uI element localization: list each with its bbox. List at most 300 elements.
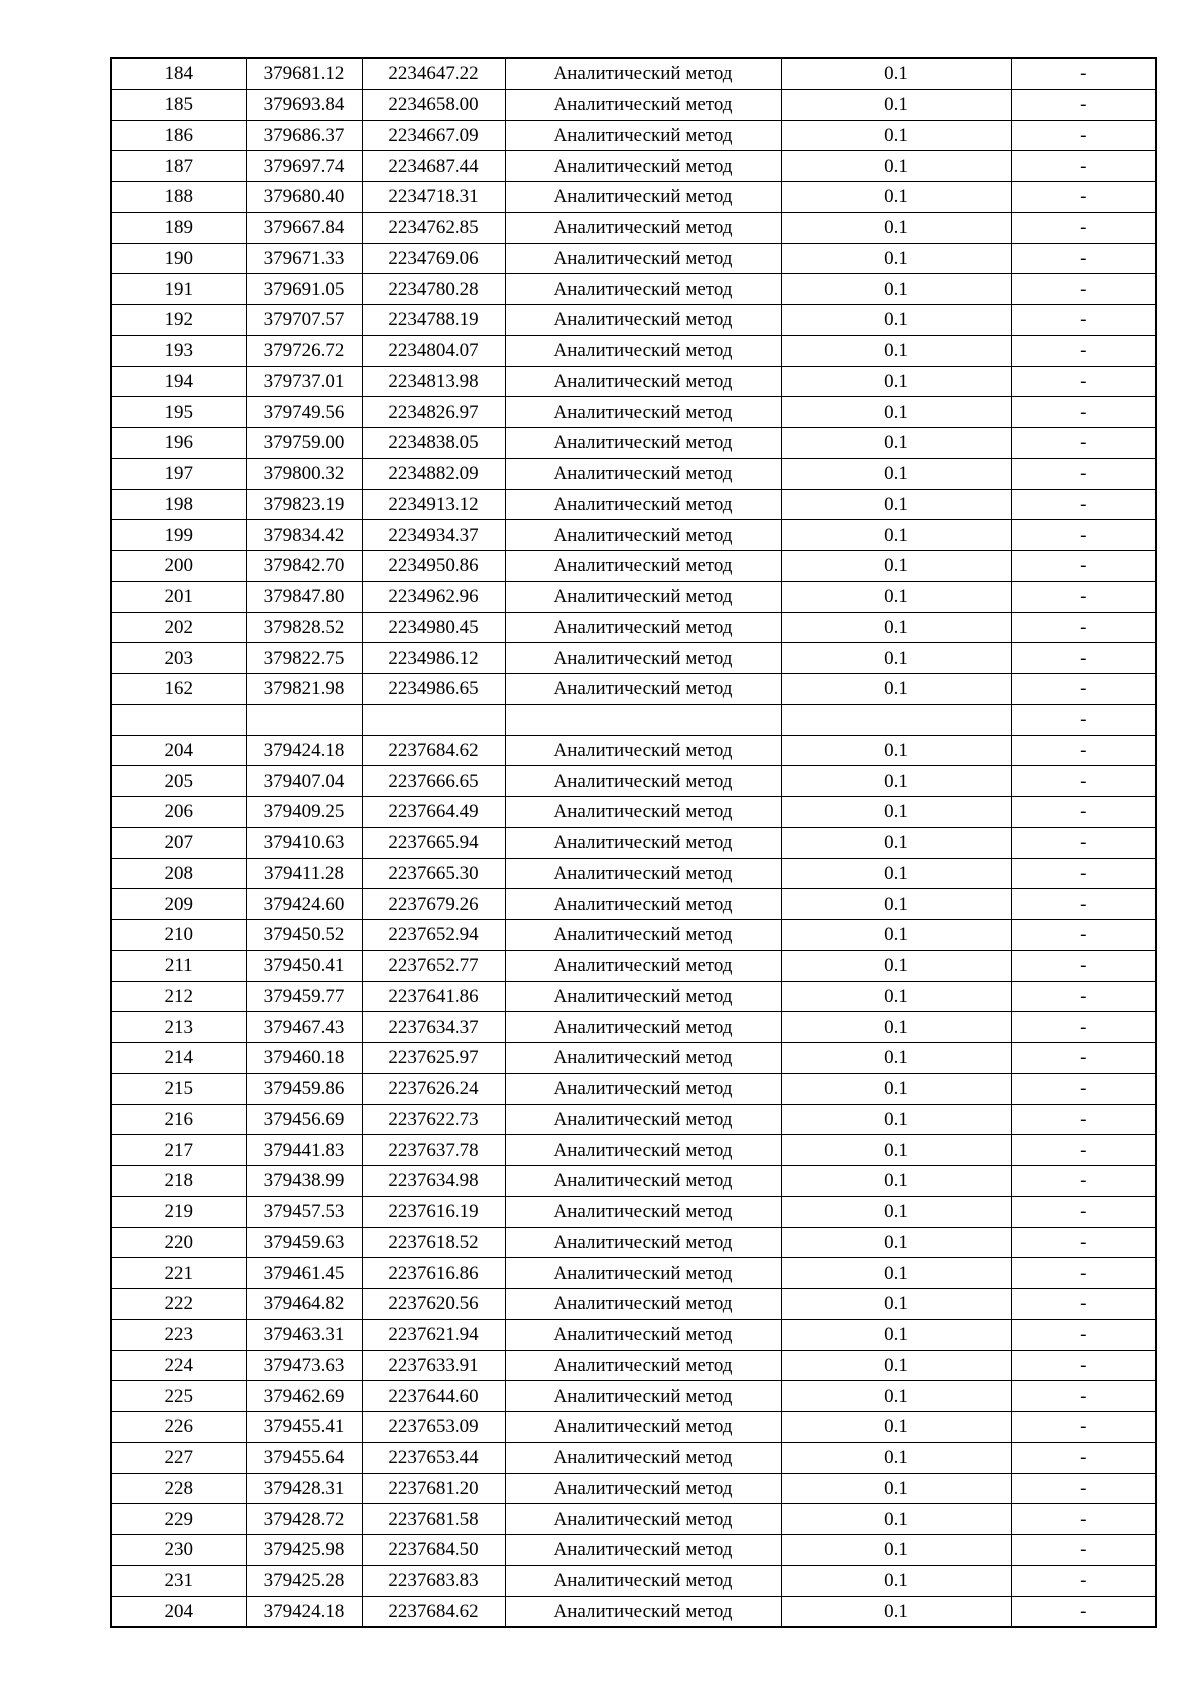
x-coordinate-cell: 379671.33 (246, 243, 362, 274)
table-row (111, 797, 1156, 828)
note-cell: - (1011, 1289, 1156, 1320)
x-coordinate-cell: 379463.31 (246, 1319, 362, 1350)
accuracy-cell: 0.1 (781, 520, 1011, 551)
x-coordinate-cell: 379821.98 (246, 674, 362, 705)
y-coordinate-cell: 2234986.12 (362, 643, 505, 674)
x-coordinate-cell: 379459.77 (246, 981, 362, 1012)
point-number-cell: 206 (111, 797, 246, 828)
method-cell: Аналитический метод (505, 950, 781, 981)
method-cell: Аналитический метод (505, 1104, 781, 1135)
table-row (111, 489, 1156, 520)
y-coordinate-cell: 2237679.26 (362, 889, 505, 920)
table-row (111, 212, 1156, 243)
accuracy-cell: 0.1 (781, 551, 1011, 582)
point-number-cell: 198 (111, 489, 246, 520)
y-coordinate-cell: 2237665.30 (362, 858, 505, 889)
table-row (111, 1135, 1156, 1166)
y-coordinate-cell: 2237664.49 (362, 797, 505, 828)
method-cell: Аналитический метод (505, 1196, 781, 1227)
x-coordinate-cell: 379823.19 (246, 489, 362, 520)
note-cell: - (1011, 335, 1156, 366)
method-cell: Аналитический метод (505, 1442, 781, 1473)
method-cell: Аналитический метод (505, 212, 781, 243)
y-coordinate-cell: 2234962.96 (362, 581, 505, 612)
point-number-cell: 203 (111, 643, 246, 674)
accuracy-cell: 0.1 (781, 766, 1011, 797)
y-coordinate-cell: 2237665.94 (362, 827, 505, 858)
y-coordinate-cell: 2237633.91 (362, 1350, 505, 1381)
point-number-cell: 202 (111, 612, 246, 643)
point-number-cell: 193 (111, 335, 246, 366)
method-cell: Аналитический метод (505, 120, 781, 151)
note-cell: - (1011, 1319, 1156, 1350)
table-row (111, 1012, 1156, 1043)
table-row (111, 1473, 1156, 1504)
accuracy-cell: 0.1 (781, 643, 1011, 674)
method-cell: Аналитический метод (505, 274, 781, 305)
x-coordinate-cell: 379842.70 (246, 551, 362, 582)
accuracy-cell: 0.1 (781, 1166, 1011, 1197)
method-cell: Аналитический метод (505, 243, 781, 274)
accuracy-cell: 0.1 (781, 89, 1011, 120)
x-coordinate-cell: 379462.69 (246, 1381, 362, 1412)
point-number-cell: 204 (111, 1596, 246, 1627)
note-cell: - (1011, 305, 1156, 336)
y-coordinate-cell: 2237634.37 (362, 1012, 505, 1043)
y-coordinate-cell (362, 704, 505, 735)
point-number-cell: 225 (111, 1381, 246, 1412)
method-cell: Аналитический метод (505, 1473, 781, 1504)
accuracy-cell: 0.1 (781, 797, 1011, 828)
y-coordinate-cell: 2237622.73 (362, 1104, 505, 1135)
accuracy-cell: 0.1 (781, 335, 1011, 366)
method-cell: Аналитический метод (505, 643, 781, 674)
table-row (111, 1565, 1156, 1596)
note-cell: - (1011, 458, 1156, 489)
method-cell: Аналитический метод (505, 1227, 781, 1258)
point-number-cell: 216 (111, 1104, 246, 1135)
point-number-cell: 228 (111, 1473, 246, 1504)
method-cell: Аналитический метод (505, 182, 781, 213)
accuracy-cell: 0.1 (781, 243, 1011, 274)
y-coordinate-cell: 2237641.86 (362, 981, 505, 1012)
table-row (111, 735, 1156, 766)
x-coordinate-cell: 379457.53 (246, 1196, 362, 1227)
accuracy-cell: 0.1 (781, 1504, 1011, 1535)
note-cell: - (1011, 735, 1156, 766)
table-row (111, 89, 1156, 120)
note-cell: - (1011, 89, 1156, 120)
note-cell: - (1011, 151, 1156, 182)
table-row (111, 674, 1156, 705)
x-coordinate-cell: 379822.75 (246, 643, 362, 674)
x-coordinate-cell (246, 704, 362, 735)
table-row (111, 981, 1156, 1012)
x-coordinate-cell: 379441.83 (246, 1135, 362, 1166)
note-cell: - (1011, 1504, 1156, 1535)
accuracy-cell: 0.1 (781, 58, 1011, 89)
table-row (111, 858, 1156, 889)
x-coordinate-cell: 379428.31 (246, 1473, 362, 1504)
point-number-cell: 218 (111, 1166, 246, 1197)
x-coordinate-cell: 379759.00 (246, 428, 362, 459)
note-cell: - (1011, 704, 1156, 735)
accuracy-cell: 0.1 (781, 428, 1011, 459)
accuracy-cell: 0.1 (781, 827, 1011, 858)
point-number-cell: 231 (111, 1565, 246, 1596)
table-row (111, 1442, 1156, 1473)
note-cell: - (1011, 858, 1156, 889)
table-row (111, 704, 1156, 735)
table-row (111, 920, 1156, 951)
y-coordinate-cell: 2237644.60 (362, 1381, 505, 1412)
y-coordinate-cell: 2237621.94 (362, 1319, 505, 1350)
note-cell: - (1011, 1104, 1156, 1135)
point-number-cell: 188 (111, 182, 246, 213)
y-coordinate-cell: 2237618.52 (362, 1227, 505, 1258)
accuracy-cell: 0.1 (781, 1350, 1011, 1381)
x-coordinate-cell: 379428.72 (246, 1504, 362, 1535)
note-cell: - (1011, 674, 1156, 705)
note-cell: - (1011, 920, 1156, 951)
note-cell: - (1011, 1012, 1156, 1043)
table-row (111, 1289, 1156, 1320)
note-cell: - (1011, 950, 1156, 981)
point-number-cell: 191 (111, 274, 246, 305)
x-coordinate-cell: 379411.28 (246, 858, 362, 889)
method-cell: Аналитический метод (505, 889, 781, 920)
method-cell: Аналитический метод (505, 1535, 781, 1566)
x-coordinate-cell: 379473.63 (246, 1350, 362, 1381)
table-row (111, 120, 1156, 151)
note-cell: - (1011, 1196, 1156, 1227)
note-cell: - (1011, 274, 1156, 305)
accuracy-cell: 0.1 (781, 151, 1011, 182)
method-cell: Аналитический метод (505, 674, 781, 705)
y-coordinate-cell: 2237634.98 (362, 1166, 505, 1197)
method-cell: Аналитический метод (505, 489, 781, 520)
x-coordinate-cell: 379424.60 (246, 889, 362, 920)
method-cell: Аналитический метод (505, 305, 781, 336)
x-coordinate-cell: 379680.40 (246, 182, 362, 213)
accuracy-cell: 0.1 (781, 735, 1011, 766)
point-number-cell: 195 (111, 397, 246, 428)
point-number-cell: 224 (111, 1350, 246, 1381)
method-cell: Аналитический метод (505, 1012, 781, 1043)
table-row (111, 335, 1156, 366)
y-coordinate-cell: 2234647.22 (362, 58, 505, 89)
method-cell: Аналитический метод (505, 366, 781, 397)
table-row (111, 581, 1156, 612)
accuracy-cell: 0.1 (781, 1596, 1011, 1627)
y-coordinate-cell: 2237616.19 (362, 1196, 505, 1227)
method-cell: Аналитический метод (505, 797, 781, 828)
note-cell: - (1011, 889, 1156, 920)
y-coordinate-cell: 2234780.28 (362, 274, 505, 305)
table-row (111, 1166, 1156, 1197)
table-row (111, 1319, 1156, 1350)
accuracy-cell: 0.1 (781, 858, 1011, 889)
method-cell: Аналитический метод (505, 581, 781, 612)
x-coordinate-cell: 379686.37 (246, 120, 362, 151)
note-cell: - (1011, 1565, 1156, 1596)
accuracy-cell: 0.1 (781, 1104, 1011, 1135)
point-number-cell: 217 (111, 1135, 246, 1166)
x-coordinate-cell: 379707.57 (246, 305, 362, 336)
note-cell: - (1011, 520, 1156, 551)
x-coordinate-cell: 379691.05 (246, 274, 362, 305)
table-row (111, 182, 1156, 213)
point-number-cell: 226 (111, 1412, 246, 1443)
y-coordinate-cell: 2237620.56 (362, 1289, 505, 1320)
table-row (111, 1043, 1156, 1074)
table-row (111, 243, 1156, 274)
x-coordinate-cell: 379697.74 (246, 151, 362, 182)
point-number-cell: 201 (111, 581, 246, 612)
point-number-cell: 196 (111, 428, 246, 459)
accuracy-cell (781, 704, 1011, 735)
note-cell: - (1011, 612, 1156, 643)
x-coordinate-cell: 379800.32 (246, 458, 362, 489)
point-number-cell: 223 (111, 1319, 246, 1350)
accuracy-cell: 0.1 (781, 581, 1011, 612)
method-cell: Аналитический метод (505, 612, 781, 643)
accuracy-cell: 0.1 (781, 1012, 1011, 1043)
table-row (111, 58, 1156, 89)
table-row (111, 551, 1156, 582)
y-coordinate-cell: 2234882.09 (362, 458, 505, 489)
table-row (111, 1104, 1156, 1135)
note-cell: - (1011, 1043, 1156, 1074)
note-cell: - (1011, 643, 1156, 674)
x-coordinate-cell: 379667.84 (246, 212, 362, 243)
x-coordinate-cell: 379424.18 (246, 735, 362, 766)
table-row (111, 1535, 1156, 1566)
y-coordinate-cell: 2234913.12 (362, 489, 505, 520)
method-cell: Аналитический метод (505, 1412, 781, 1443)
note-cell: - (1011, 212, 1156, 243)
y-coordinate-cell: 2237626.24 (362, 1073, 505, 1104)
point-number-cell: 190 (111, 243, 246, 274)
note-cell: - (1011, 1381, 1156, 1412)
accuracy-cell: 0.1 (781, 1135, 1011, 1166)
method-cell: Аналитический метод (505, 89, 781, 120)
table-row (111, 151, 1156, 182)
point-number-cell: 197 (111, 458, 246, 489)
method-cell: Аналитический метод (505, 735, 781, 766)
note-cell: - (1011, 1073, 1156, 1104)
table-row (111, 950, 1156, 981)
accuracy-cell: 0.1 (781, 1412, 1011, 1443)
point-number-cell: 229 (111, 1504, 246, 1535)
table-row (111, 1504, 1156, 1535)
method-cell: Аналитический метод (505, 858, 781, 889)
accuracy-cell: 0.1 (781, 1535, 1011, 1566)
table-row (111, 1412, 1156, 1443)
point-number-cell: 162 (111, 674, 246, 705)
y-coordinate-cell: 2237683.83 (362, 1565, 505, 1596)
y-coordinate-cell: 2234838.05 (362, 428, 505, 459)
note-cell: - (1011, 1442, 1156, 1473)
y-coordinate-cell: 2237653.09 (362, 1412, 505, 1443)
x-coordinate-cell: 379425.28 (246, 1565, 362, 1596)
point-number-cell (111, 704, 246, 735)
point-number-cell: 215 (111, 1073, 246, 1104)
point-number-cell: 212 (111, 981, 246, 1012)
y-coordinate-cell: 2234658.00 (362, 89, 505, 120)
method-cell: Аналитический метод (505, 981, 781, 1012)
point-number-cell: 208 (111, 858, 246, 889)
table-row (111, 274, 1156, 305)
accuracy-cell: 0.1 (781, 920, 1011, 951)
x-coordinate-cell: 379461.45 (246, 1258, 362, 1289)
table-row (111, 520, 1156, 551)
y-coordinate-cell: 2234980.45 (362, 612, 505, 643)
accuracy-cell: 0.1 (781, 1442, 1011, 1473)
method-cell: Аналитический метод (505, 827, 781, 858)
point-number-cell: 222 (111, 1289, 246, 1320)
note-cell: - (1011, 489, 1156, 520)
coordinates-table-body (111, 58, 1156, 1627)
method-cell: Аналитический метод (505, 397, 781, 428)
accuracy-cell: 0.1 (781, 274, 1011, 305)
accuracy-cell: 0.1 (781, 1258, 1011, 1289)
accuracy-cell: 0.1 (781, 612, 1011, 643)
method-cell: Аналитический метод (505, 1166, 781, 1197)
note-cell: - (1011, 1135, 1156, 1166)
table-row (111, 1196, 1156, 1227)
method-cell: Аналитический метод (505, 58, 781, 89)
x-coordinate-cell: 379455.41 (246, 1412, 362, 1443)
method-cell: Аналитический метод (505, 335, 781, 366)
point-number-cell: 207 (111, 827, 246, 858)
accuracy-cell: 0.1 (781, 674, 1011, 705)
table-row (111, 1073, 1156, 1104)
x-coordinate-cell: 379460.18 (246, 1043, 362, 1074)
note-cell: - (1011, 581, 1156, 612)
point-number-cell: 200 (111, 551, 246, 582)
point-number-cell: 221 (111, 1258, 246, 1289)
point-number-cell: 194 (111, 366, 246, 397)
note-cell: - (1011, 1166, 1156, 1197)
y-coordinate-cell: 2237653.44 (362, 1442, 505, 1473)
x-coordinate-cell: 379455.64 (246, 1442, 362, 1473)
note-cell: - (1011, 182, 1156, 213)
point-number-cell: 199 (111, 520, 246, 551)
table-row (111, 1596, 1156, 1627)
x-coordinate-cell: 379681.12 (246, 58, 362, 89)
point-number-cell: 219 (111, 1196, 246, 1227)
method-cell: Аналитический метод (505, 1073, 781, 1104)
method-cell (505, 704, 781, 735)
accuracy-cell: 0.1 (781, 1227, 1011, 1258)
y-coordinate-cell: 2234804.07 (362, 335, 505, 366)
table-row (111, 766, 1156, 797)
accuracy-cell: 0.1 (781, 212, 1011, 243)
y-coordinate-cell: 2237684.62 (362, 1596, 505, 1627)
note-cell: - (1011, 428, 1156, 459)
accuracy-cell: 0.1 (781, 120, 1011, 151)
point-number-cell: 205 (111, 766, 246, 797)
accuracy-cell: 0.1 (781, 458, 1011, 489)
x-coordinate-cell: 379456.69 (246, 1104, 362, 1135)
y-coordinate-cell: 2234813.98 (362, 366, 505, 397)
y-coordinate-cell: 2234986.65 (362, 674, 505, 705)
x-coordinate-cell: 379410.63 (246, 827, 362, 858)
accuracy-cell: 0.1 (781, 950, 1011, 981)
point-number-cell: 187 (111, 151, 246, 182)
table-row (111, 612, 1156, 643)
x-coordinate-cell: 379467.43 (246, 1012, 362, 1043)
method-cell: Аналитический метод (505, 151, 781, 182)
point-number-cell: 211 (111, 950, 246, 981)
note-cell: - (1011, 1258, 1156, 1289)
y-coordinate-cell: 2237652.94 (362, 920, 505, 951)
point-number-cell: 192 (111, 305, 246, 336)
x-coordinate-cell: 379749.56 (246, 397, 362, 428)
point-number-cell: 189 (111, 212, 246, 243)
x-coordinate-cell: 379407.04 (246, 766, 362, 797)
method-cell: Аналитический метод (505, 1381, 781, 1412)
table-row (111, 889, 1156, 920)
y-coordinate-cell: 2237652.77 (362, 950, 505, 981)
method-cell: Аналитический метод (505, 1135, 781, 1166)
point-number-cell: 227 (111, 1442, 246, 1473)
note-cell: - (1011, 1350, 1156, 1381)
point-number-cell: 209 (111, 889, 246, 920)
x-coordinate-cell: 379438.99 (246, 1166, 362, 1197)
table-row (111, 1227, 1156, 1258)
note-cell: - (1011, 243, 1156, 274)
table-row (111, 827, 1156, 858)
x-coordinate-cell: 379424.18 (246, 1596, 362, 1627)
point-number-cell: 230 (111, 1535, 246, 1566)
note-cell: - (1011, 766, 1156, 797)
method-cell: Аналитический метод (505, 1596, 781, 1627)
x-coordinate-cell: 379834.42 (246, 520, 362, 551)
x-coordinate-cell: 379450.41 (246, 950, 362, 981)
x-coordinate-cell: 379425.98 (246, 1535, 362, 1566)
method-cell: Аналитический метод (505, 1043, 781, 1074)
y-coordinate-cell: 2234667.09 (362, 120, 505, 151)
x-coordinate-cell: 379459.86 (246, 1073, 362, 1104)
x-coordinate-cell: 379737.01 (246, 366, 362, 397)
y-coordinate-cell: 2234788.19 (362, 305, 505, 336)
point-number-cell: 214 (111, 1043, 246, 1074)
x-coordinate-cell: 379693.84 (246, 89, 362, 120)
note-cell: - (1011, 1535, 1156, 1566)
accuracy-cell: 0.1 (781, 1043, 1011, 1074)
point-number-cell: 213 (111, 1012, 246, 1043)
point-number-cell: 210 (111, 920, 246, 951)
method-cell: Аналитический метод (505, 766, 781, 797)
y-coordinate-cell: 2237666.65 (362, 766, 505, 797)
note-cell: - (1011, 1473, 1156, 1504)
accuracy-cell: 0.1 (781, 1473, 1011, 1504)
y-coordinate-cell: 2234718.31 (362, 182, 505, 213)
note-cell: - (1011, 1227, 1156, 1258)
x-coordinate-cell: 379464.82 (246, 1289, 362, 1320)
y-coordinate-cell: 2234934.37 (362, 520, 505, 551)
note-cell: - (1011, 58, 1156, 89)
x-coordinate-cell: 379726.72 (246, 335, 362, 366)
x-coordinate-cell: 379828.52 (246, 612, 362, 643)
method-cell: Аналитический метод (505, 1289, 781, 1320)
point-number-cell: 185 (111, 89, 246, 120)
table-row (111, 428, 1156, 459)
note-cell: - (1011, 120, 1156, 151)
note-cell: - (1011, 1596, 1156, 1627)
